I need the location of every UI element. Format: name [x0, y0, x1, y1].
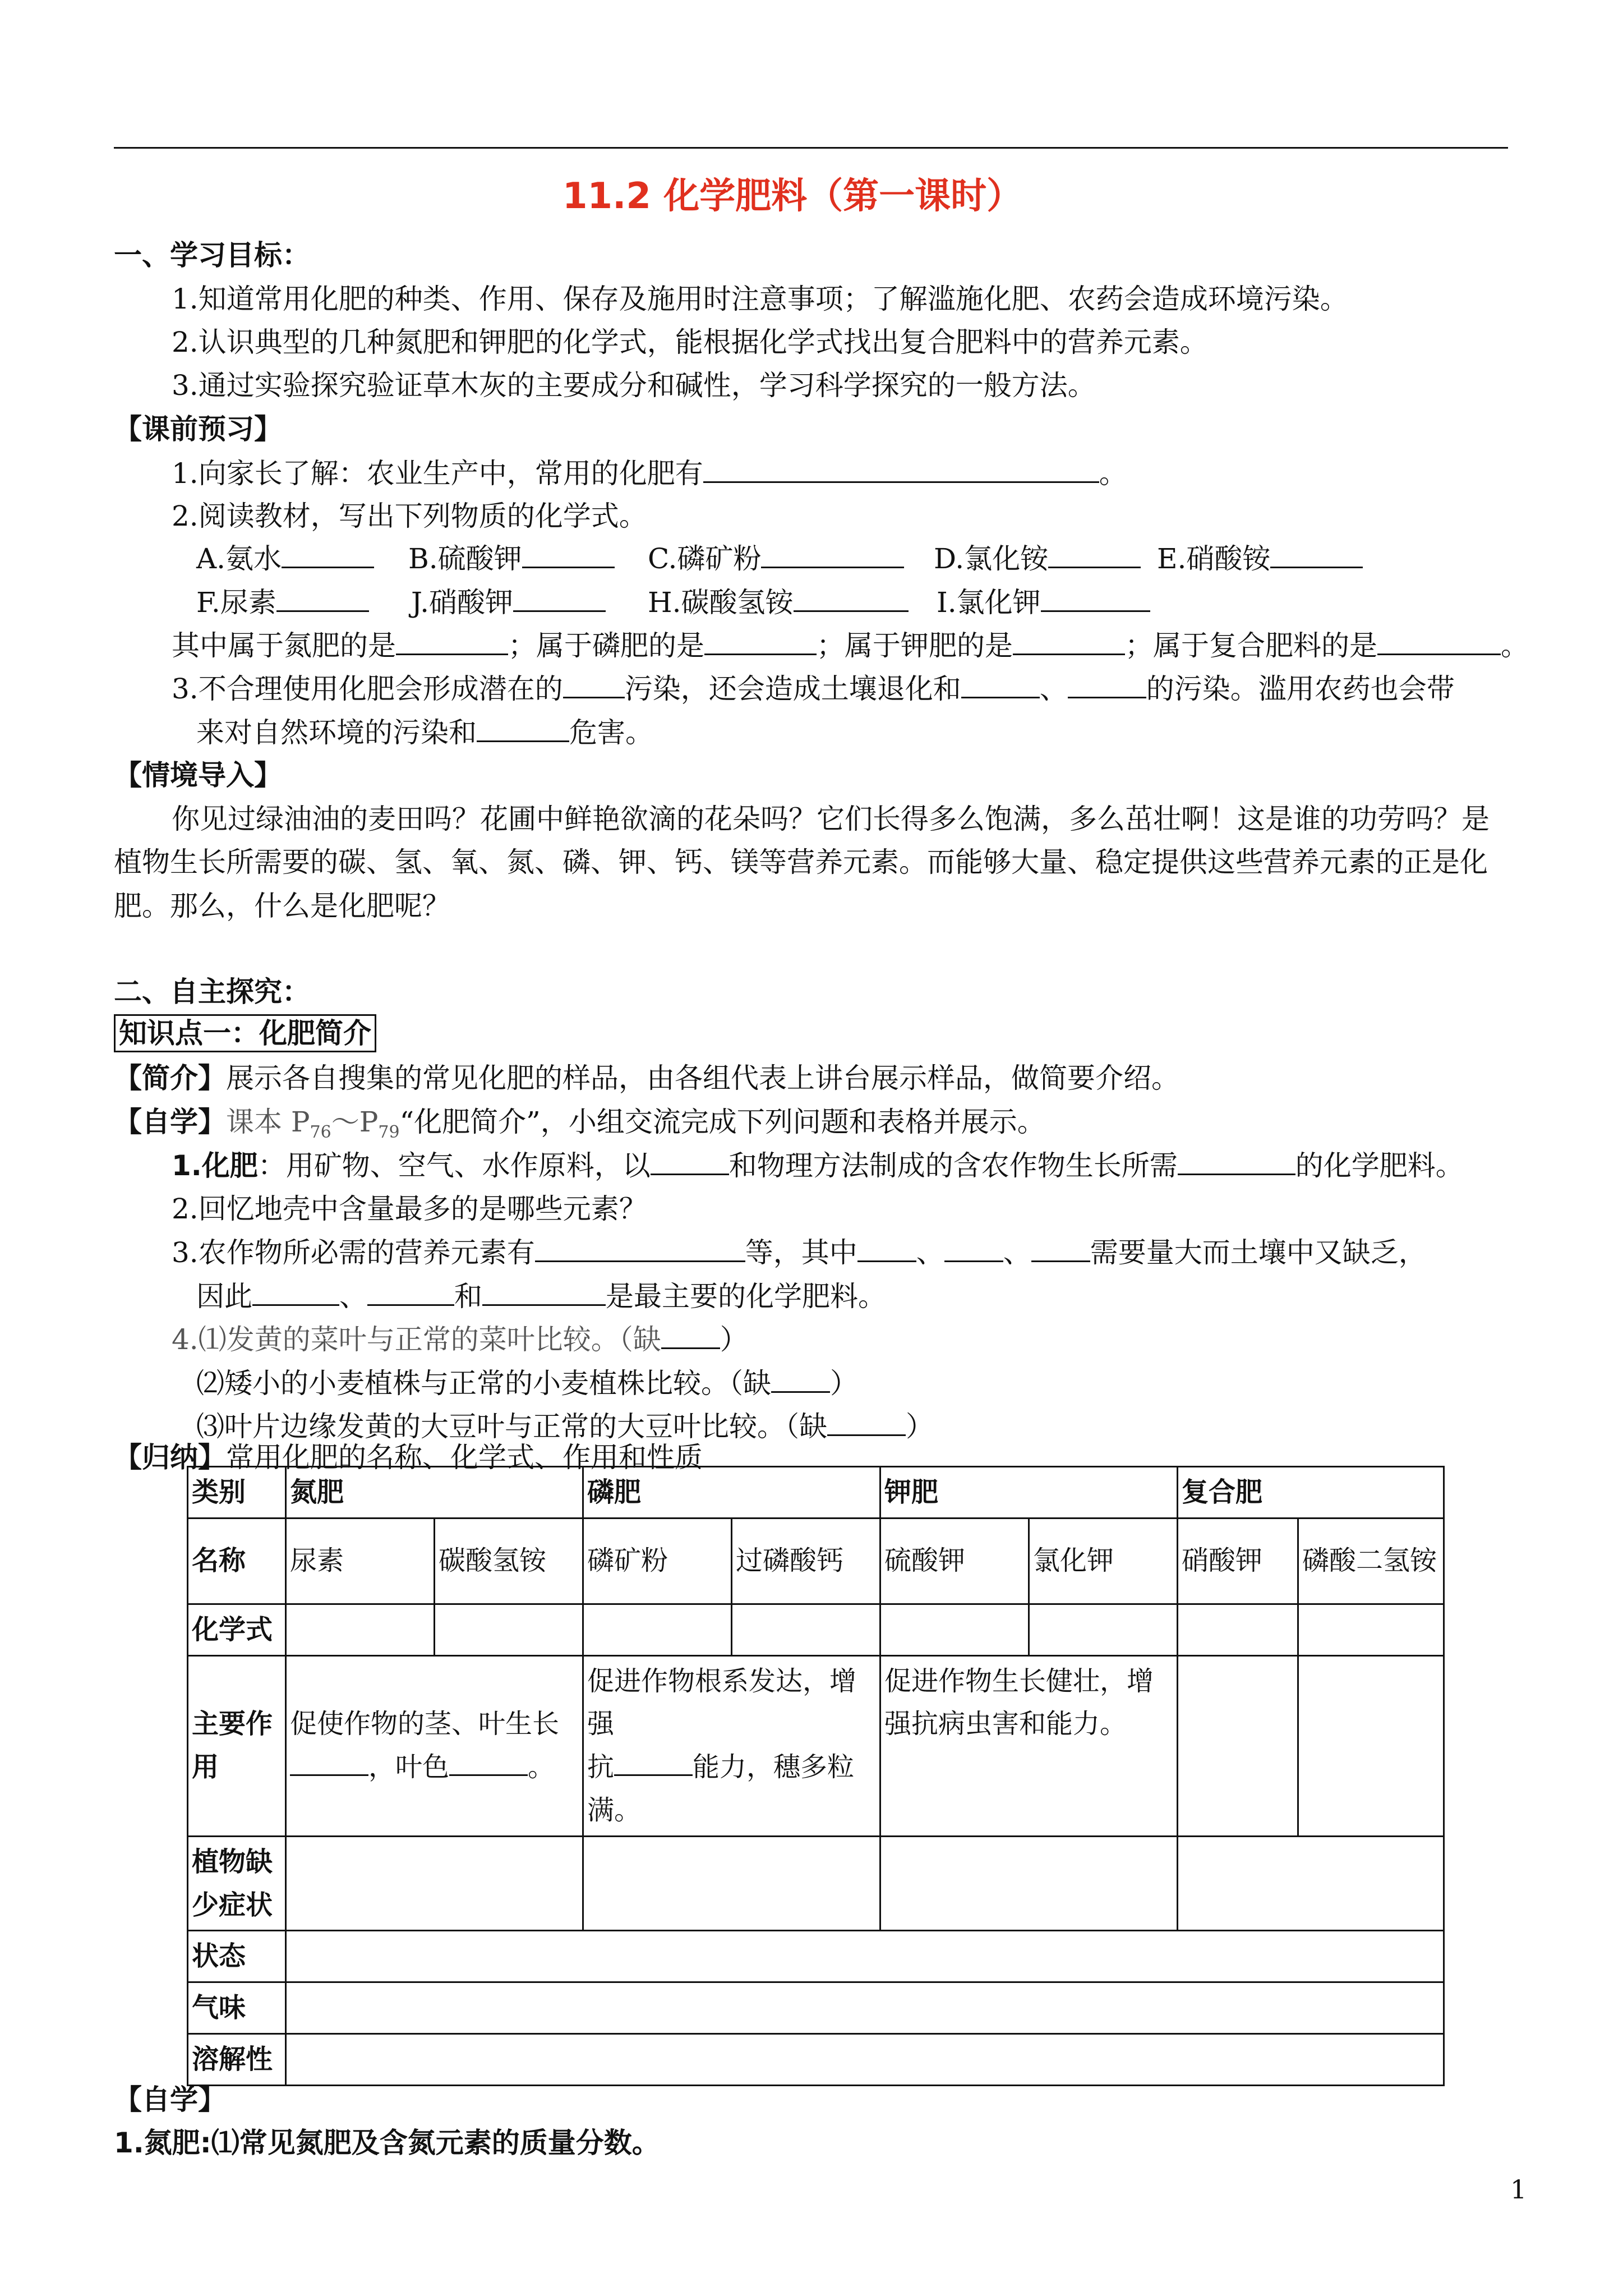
- answer-blank[interactable]: [563, 674, 625, 698]
- q4-1-end: ）: [720, 1323, 748, 1356]
- preview-heading: 【课前预习】: [114, 413, 282, 445]
- role-p-a: 促进作物根系发达，增强: [587, 1665, 857, 1740]
- chem-b-label: B.硫酸钾: [408, 542, 522, 575]
- row-label-role: 主要作用: [188, 1655, 286, 1836]
- row-label-smell: 气味: [188, 1982, 286, 2034]
- answer-blank[interactable]: [522, 544, 615, 568]
- chem-e-label: E.硝酸铵: [1157, 542, 1271, 575]
- chem-i: [937, 586, 1150, 619]
- row-label-solubility: 溶解性: [188, 2033, 286, 2085]
- table-row: [188, 1982, 1444, 2034]
- q3-line: [172, 1238, 1427, 1267]
- q1-line: [172, 1151, 1464, 1180]
- intro-text: 展示各自搜集的常见化肥的样品，由各组代表上讲台展示样品，做简要介绍。: [226, 1062, 1179, 1094]
- formula-cell[interactable]: [880, 1604, 1029, 1655]
- section-heading-goals: 一、学习目标：: [114, 239, 310, 272]
- answer-blank[interactable]: [276, 588, 369, 612]
- symptom-nitrogen[interactable]: [286, 1836, 583, 1931]
- answer-blank[interactable]: [513, 588, 606, 612]
- row-label-formula: 化学式: [188, 1604, 286, 1655]
- answer-blank[interactable]: [290, 1752, 368, 1776]
- table-row: [188, 1518, 1444, 1604]
- q4-2-end: ）: [830, 1367, 858, 1400]
- chem-b: [408, 544, 615, 573]
- q3-c1: 、: [916, 1236, 944, 1269]
- q4-1: [172, 1325, 748, 1354]
- header-potassium: 钾肥: [880, 1467, 1178, 1519]
- q3-a: 3.农作物所必需的营养元素有: [172, 1236, 535, 1269]
- answer-blank[interactable]: [1178, 1151, 1295, 1175]
- preview-q2: 2.阅读教材，写出下列物质的化学式。: [172, 500, 647, 532]
- role-n-c: 。: [528, 1751, 555, 1783]
- fertilizer-table: [187, 1466, 1445, 2086]
- answer-blank[interactable]: [704, 631, 817, 655]
- q1-b: ：用矿物、空气、水作原料，以: [257, 1149, 651, 1182]
- answer-blank[interactable]: [827, 1412, 906, 1436]
- self-study-heading-2: 【自学】: [114, 2083, 226, 2116]
- self-study-line: [114, 1108, 1045, 1141]
- answer-blank[interactable]: [1048, 544, 1141, 568]
- table-row: [188, 1604, 1444, 1655]
- name-cell: 硝酸钾: [1178, 1518, 1298, 1604]
- page-sub-2: 79: [378, 1122, 400, 1142]
- formula-cell[interactable]: [1029, 1604, 1178, 1655]
- solubility-cell[interactable]: [286, 2033, 1444, 2085]
- answer-blank[interactable]: [367, 1282, 454, 1306]
- formula-cell[interactable]: [435, 1604, 583, 1655]
- chem-a-label: A.氨水: [196, 542, 282, 575]
- answer-blank[interactable]: [794, 588, 909, 612]
- role-compound-1[interactable]: [1178, 1655, 1298, 1836]
- symptom-potassium[interactable]: [880, 1836, 1178, 1931]
- name-cell: 磷矿粉: [583, 1518, 732, 1604]
- table-row: [188, 1467, 1444, 1519]
- role-nitrogen: [286, 1655, 583, 1836]
- row-label-symptom: 植物缺少症状: [188, 1836, 286, 1931]
- answer-blank[interactable]: [477, 718, 569, 742]
- header-rule: [114, 147, 1508, 149]
- name-cell: 硫酸钾: [880, 1518, 1029, 1604]
- intro-tag: 【简介】: [114, 1062, 226, 1094]
- answer-blank[interactable]: [282, 544, 374, 568]
- name-cell: 尿素: [286, 1518, 435, 1604]
- scene-line-3: 肥。那么，什么是化肥呢？: [114, 890, 450, 922]
- preview-q3-a: 3.不合理使用化肥会形成潜在的: [172, 673, 563, 705]
- header-nitrogen: 氮肥: [286, 1467, 583, 1519]
- section-heading-explore: 二、自主探究：: [114, 976, 310, 1008]
- q3-b: 等，其中: [745, 1236, 857, 1269]
- scene-heading: 【情境导入】: [114, 759, 282, 792]
- goal-3: 3.通过实验探究验证草木灰的主要成分和碱性，学习科学探究的一般方法。: [172, 369, 1096, 402]
- answer-blank[interactable]: [703, 459, 1099, 483]
- name-cell: 碳酸氢铵: [435, 1518, 583, 1604]
- chem-i-label: I.氯化钾: [937, 586, 1041, 619]
- answer-blank[interactable]: [449, 1752, 528, 1776]
- q3-f: 、: [339, 1280, 367, 1313]
- preview-q3-c: 、: [1039, 673, 1068, 705]
- answer-blank[interactable]: [661, 1325, 720, 1349]
- q1-term: 1.化肥: [172, 1149, 258, 1182]
- self-study-tag: 【自学】: [114, 1106, 226, 1138]
- q4-2-text: ⑵矮小的小麦植株与正常的小麦植株比较。（缺: [196, 1367, 771, 1400]
- self-study-text: “化肥简介”，小组交流完成下列问题和表格并展示。: [399, 1106, 1045, 1138]
- answer-blank[interactable]: [761, 544, 904, 568]
- textbook-ref-b: ～P: [331, 1106, 379, 1138]
- name-cell: 氯化钾: [1029, 1518, 1178, 1604]
- nitrogen-section-line: 1.氮肥:⑴常见氮肥及含氮元素的质量分数。: [114, 2127, 660, 2159]
- chem-h: [648, 586, 909, 619]
- header-type: 类别: [188, 1467, 286, 1519]
- chem-f-label: F.尿素: [196, 586, 276, 619]
- answer-blank[interactable]: [651, 1151, 729, 1175]
- preview-q1: [172, 457, 1127, 490]
- chem-c: [648, 544, 904, 573]
- formula-cell[interactable]: [732, 1604, 880, 1655]
- knowledge-point-1: 知识点一：化肥简介: [114, 1014, 376, 1052]
- q3-cont: [196, 1280, 886, 1313]
- preview-q1-end: 。: [1099, 457, 1127, 490]
- q4-3: [196, 1412, 934, 1441]
- preview-q1-text: 1.向家长了解：农业生产中，常用的化肥有: [172, 457, 703, 490]
- formula-cell[interactable]: [583, 1604, 732, 1655]
- intro-line: [114, 1064, 1179, 1092]
- answer-blank[interactable]: [961, 674, 1040, 698]
- scene-line-1: 你见过绿油油的麦田吗？花圃中鲜艳欲滴的花朵吗？它们长得多么饱满，多么茁壮啊！这是谁的功劳吗？是: [172, 803, 1490, 835]
- answer-blank[interactable]: [771, 1369, 830, 1393]
- chem-c-label: C.磷矿粉: [648, 542, 762, 575]
- symptom-phosphorus[interactable]: [583, 1836, 880, 1931]
- chem-j: [411, 586, 606, 619]
- q3-e: 因此: [196, 1280, 252, 1313]
- classify-c: ；属于复合肥料的是: [1125, 629, 1377, 662]
- q3-d: 需要量大而土壤中又缺乏，: [1090, 1236, 1427, 1269]
- answer-blank[interactable]: [614, 1752, 693, 1776]
- preview-q3-b: 污染，还会造成土壤退化和: [624, 673, 961, 705]
- row-label-state: 状态: [188, 1931, 286, 1982]
- role-n-a: 促使作物的茎、叶生长: [290, 1708, 560, 1740]
- answer-blank[interactable]: [1377, 631, 1501, 655]
- preview-q3-d: 的污染。滥用农药也会带: [1146, 673, 1455, 705]
- answer-blank[interactable]: [252, 1282, 339, 1306]
- role-potassium: 促进作物生长健壮，增强抗病虫害和能力。: [880, 1655, 1178, 1836]
- state-cell[interactable]: [286, 1931, 1444, 1982]
- row-label-name: 名称: [188, 1518, 286, 1604]
- q3-g: 和: [454, 1280, 482, 1313]
- q3-c2: 、: [1003, 1236, 1031, 1269]
- page-title: 11.2 化学肥料（第一课时）: [562, 176, 1023, 217]
- table-row: [188, 1655, 1444, 1836]
- name-cell: 磷酸二氢铵: [1298, 1518, 1444, 1604]
- preview-q3-e: 来对自然环境的污染和: [196, 716, 477, 749]
- q3-h: 是最主要的化学肥料。: [606, 1280, 886, 1313]
- q4-3-end: ）: [906, 1410, 934, 1443]
- role-p-b: 抗: [587, 1751, 615, 1783]
- chem-j-label: J.硝酸钾: [411, 586, 514, 619]
- header-compound: 复合肥: [1178, 1467, 1444, 1519]
- chem-d-label: D.氯化铵: [934, 542, 1049, 575]
- classify-line: [172, 631, 1529, 660]
- q1-d: 的化学肥料。: [1295, 1149, 1464, 1182]
- answer-blank[interactable]: [857, 1238, 916, 1262]
- page-number: 1: [1510, 2174, 1527, 2205]
- role-compound-2[interactable]: [1298, 1655, 1444, 1836]
- chem-h-label: H.碳酸氢铵: [648, 586, 794, 619]
- answer-blank[interactable]: [396, 631, 508, 655]
- q4-2: [196, 1367, 858, 1400]
- textbook-ref-a: 课本 P: [226, 1106, 310, 1138]
- role-n-b: ，叶色: [368, 1751, 450, 1783]
- symptom-compound[interactable]: [1178, 1836, 1444, 1931]
- answer-blank[interactable]: [1068, 674, 1146, 698]
- table-row: [188, 1836, 1444, 1931]
- goal-2: 2.认识典型的几种氮肥和钾肥的化学式，能根据化学式找出复合肥料中的营养元素。: [172, 326, 1208, 358]
- chem-e: [1157, 544, 1363, 573]
- answer-blank[interactable]: [1013, 631, 1125, 655]
- answer-blank[interactable]: [482, 1282, 606, 1306]
- smell-cell[interactable]: [286, 1982, 1444, 2034]
- preview-q3: [172, 674, 1455, 703]
- classify-end: 。: [1501, 629, 1529, 662]
- chem-a: [196, 544, 374, 573]
- role-p-c: 能力，穗多粒满。: [587, 1751, 855, 1826]
- q2-line: 2.回忆地壳中含量最多的是哪些元素？: [172, 1193, 647, 1225]
- header-phosphorus: 磷肥: [583, 1467, 880, 1519]
- chem-f: [196, 586, 369, 619]
- summary-text: 常用化肥的名称、化学式、作用和性质: [226, 1441, 703, 1474]
- q1-c: 和物理方法制成的含农作物生长所需: [728, 1149, 1178, 1182]
- preview-q3-f: 危害。: [569, 716, 653, 749]
- summary-tag: 【归纳】: [114, 1441, 226, 1474]
- preview-q3-cont: [196, 718, 653, 747]
- name-cell: 过磷酸钙: [732, 1518, 880, 1604]
- chem-d: [934, 544, 1141, 573]
- q4-1-text: 4.⑴发黄的菜叶与正常的菜叶比较。（缺: [172, 1323, 661, 1356]
- classify-n: 其中属于氮肥的是: [172, 629, 396, 662]
- goal-1: 1.知道常用化肥的种类、作用、保存及施用时注意事项；了解滥施化肥、农药会造成环境污染。: [172, 283, 1348, 315]
- answer-blank[interactable]: [1041, 588, 1150, 612]
- table-row: [188, 2033, 1444, 2085]
- formula-cell[interactable]: [286, 1604, 435, 1655]
- answer-blank[interactable]: [1270, 544, 1363, 568]
- classify-p: ；属于磷肥的是: [508, 629, 704, 662]
- role-phosphorus: [583, 1655, 880, 1836]
- classify-k: ；属于钾肥的是: [817, 629, 1013, 662]
- formula-cell[interactable]: [1298, 1604, 1444, 1655]
- table-row: [188, 1931, 1444, 1982]
- answer-blank[interactable]: [1031, 1238, 1090, 1262]
- formula-cell[interactable]: [1178, 1604, 1298, 1655]
- page-sub-1: 76: [310, 1122, 331, 1142]
- q4-3-text: ⑶叶片边缘发黄的大豆叶与正常的大豆叶比较。（缺: [196, 1410, 827, 1443]
- answer-blank[interactable]: [535, 1238, 745, 1262]
- scene-line-2: 植物生长所需要的碳、氢、氧、氮、磷、钾、钙、镁等营养元素。而能够大量、稳定提供这些营养元素的正是化: [114, 846, 1488, 878]
- answer-blank[interactable]: [944, 1238, 1003, 1262]
